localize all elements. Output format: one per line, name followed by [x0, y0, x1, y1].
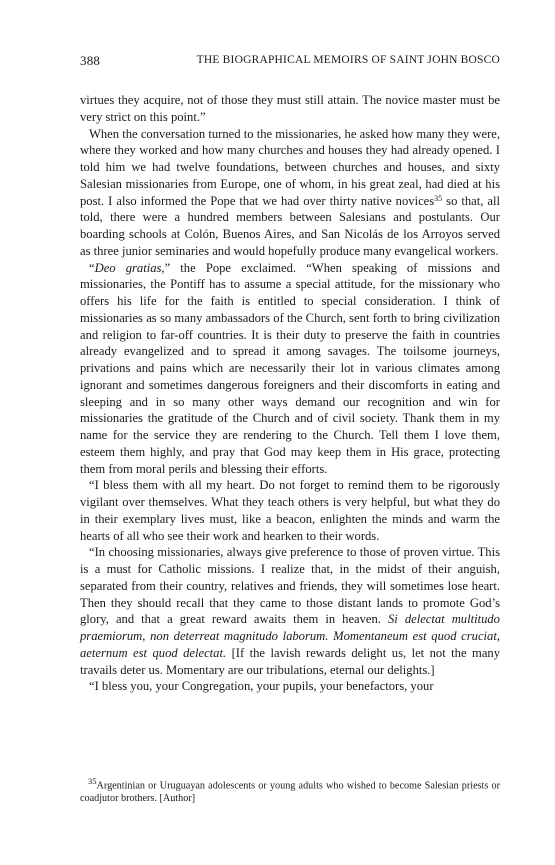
paragraph-text: virtues they acquire, not of those they must still attain. The novice master must be very strict on this point.” [80, 93, 500, 124]
body-text [80, 92, 500, 695]
italic-phrase: Deo gratias, [94, 260, 165, 275]
paragraph [80, 126, 500, 260]
paragraph [80, 260, 500, 478]
quote-mark: “ [89, 260, 95, 275]
paragraph [80, 92, 500, 126]
footnote-text: Argentinian or Uruguayan adolescents or young adults who wished to become Salesian priests or coadjutor brothers. [Author] [80, 780, 500, 805]
paragraph-text: “I bless you, your Congregation, your pupils, your benefactors, your [89, 679, 434, 694]
paragraph-text: When the conversation turned to the missionaries, he asked how many they were, where they worked and how many churches and houses they had already opened. I told him we had twelve foundations, between churches and houses, and sixty Salesian missionaries from Europe, one of whom, in his great zeal, had died at his post. I also informed the Pope that we had over thirty native novices [80, 126, 500, 208]
paragraph-text: “In choosing missionaries, always give preference to those of proven virtue. This is a must for Catholic missions. I realize that, in the midst of their anguish, separated from their country, relatives and friends, they will sometimes lose heart. Then they should recall that they came to those distant lands to promote God’s glory, and that a great reward awaits them in heaven. [80, 545, 500, 627]
paragraph-text: ” the Pope exclaimed. “When speaking of missions and missionaries, the Pontiff has to assume a special attitude, for the missionary who offers his life for the faith is entitled to special consideration. I think of missionaries as so many ambassadors of the Church, sent forth to bring civilization and religion to far-off countries. It is their duty to preserve the faith in countries already evangelized and to spread it among savages. The toilsome journeys, privations and pains which are necessarily their lot in various climates among ignorant and sometimes dangerous foreigners and their discomforts in eating and sleeping and in so many other ways demand our recognition and win for missionaries the gratitude of the Church and of civil society. Thank them in my name for the service they are rendering to the Church. Tell them I love them, esteem them highly, and pray that God may keep them in His grace, protecting them from moral perils and blessing their efforts. [80, 260, 500, 476]
page-number: 388 [80, 53, 101, 68]
paragraph-text: “I bless them with all my heart. Do not forget to remind them to be rigorously vigilant over themselves. What they teach others is very helpful, but what they do in their exemplary lives must, like a beacon, enlighten the minds and warm the hearts of all who see their work and hearken to their words. [80, 478, 500, 543]
running-header [80, 53, 500, 71]
running-title: THE BIOGRAPHICAL MEMOIRS OF SAINT JOHN BOSCO [196, 54, 500, 66]
paragraph [80, 544, 500, 678]
footnote-reference: 35 [434, 193, 443, 203]
paragraph-text: [If the lavish rewards delight us, let not the many travails deter us. Momentary are our tribulations, eternal our delights.] [80, 645, 501, 677]
paragraph [80, 477, 500, 544]
footnote-marker: 35 [88, 776, 97, 786]
paragraph-text: so that, all told, there were a hundred members between Salesians and postulants. Our boarding schools at Colón, Buenos Aires, and San Nicolás de los Arroyos served as three junior seminaries and would hopefully produce many evangelical workers. [80, 193, 501, 258]
paragraph [80, 678, 500, 695]
footnote [80, 775, 500, 805]
latin-quotation: Si delectat multitudo praemiorum, non deterreat magnitudo laborum. Momentaneum est quod cruciat, aeternum est quod delectat. [80, 612, 500, 660]
